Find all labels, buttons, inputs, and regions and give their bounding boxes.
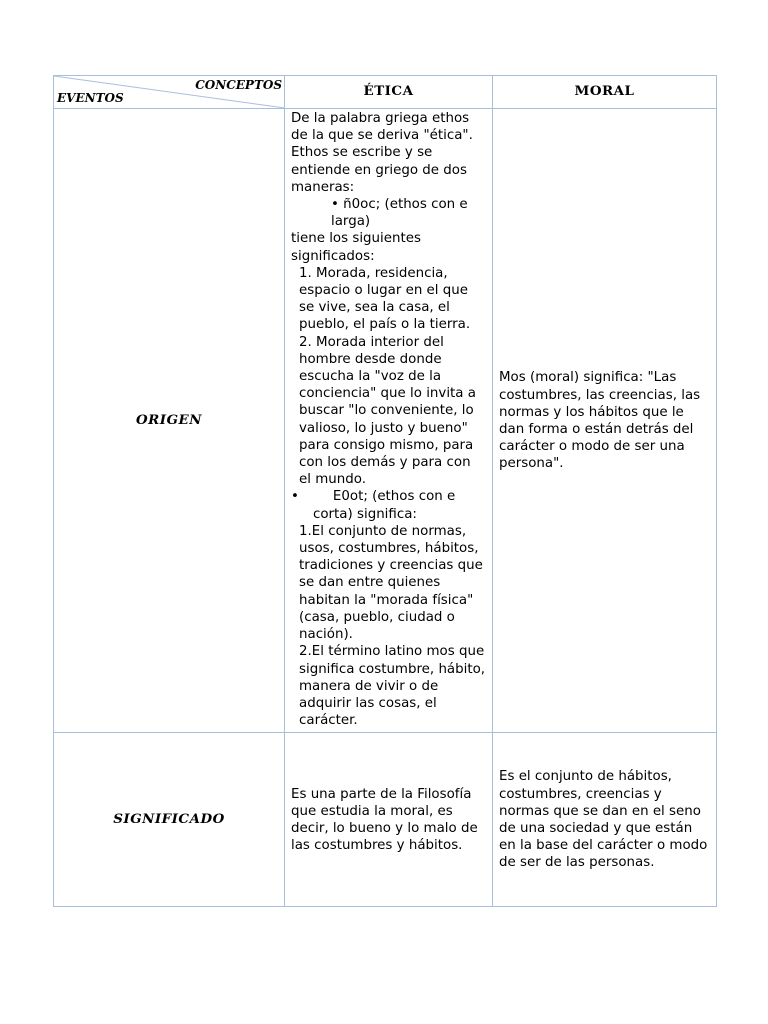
row-origen	[54, 109, 717, 733]
etica-origin-bullet-2	[291, 488, 486, 505]
etica-origin-intro: De la palabra griega ethos de la que se deriva "ética". Ethos se escribe y se entiende en griego de dos maneras:	[291, 111, 473, 195]
corner-header-cell	[54, 76, 285, 109]
etica-origin-bullet-2-cont: corta) significa:	[313, 506, 417, 522]
etica-origin-bullet-1: • ñ0oc; (ethos con e larga)	[331, 197, 468, 230]
bullet-mark: •	[291, 489, 299, 505]
bullet-2-text: E0ot; (ethos con e	[332, 489, 456, 505]
column-header-etica: ÉTICA	[285, 76, 493, 109]
column-header-moral: MORAL	[493, 76, 717, 109]
concept-table	[53, 75, 717, 907]
etica-origin-item-1: 1. Morada, residencia, espacio o lugar en el que se vive, sea la casa, el pueblo, el país o la tierra.	[299, 265, 471, 333]
cell-significado-etica: Es una parte de la Filosofía que estudia la moral, es decir, lo bueno y lo malo de las costumbres y hábitos.	[285, 733, 493, 907]
cell-origen-moral: Mos (moral) significa: "Las costumbres, las creencias, las normas y los hábitos que le dan forma o están detrás del carácter o modo de ser una persona".	[493, 109, 717, 733]
etica-origin-item-2: 2. Morada interior del hombre desde donde escucha la "voz de la conciencia" que lo invita a buscar "lo conveniente, lo valioso, lo justo y bueno" para consigo mismo, para con los demás y para con el mundo.	[299, 334, 476, 488]
corner-label-conceptos: CONCEPTOS	[195, 78, 282, 92]
cell-significado-moral: Es el conjunto de hábitos, costumbres, creencias y normas que se dan en el seno de una sociedad y que están en la base del carácter o modo de ser de las personas.	[493, 733, 717, 907]
row-label-significado: SIGNIFICADO	[54, 733, 285, 907]
header-row	[54, 76, 717, 109]
etica-origin-line-2: tiene los siguientes significados:	[291, 231, 421, 264]
etica-origin-item-3: 1.El conjunto de normas, usos, costumbres, hábitos, tradiciones y creencias que se dan entre quienes habitan la "morada física" (casa, pueblo, ciudad o nación).	[299, 523, 483, 643]
cell-origen-etica	[285, 109, 493, 733]
corner-label-eventos: EVENTOS	[57, 90, 124, 105]
row-significado	[54, 733, 717, 907]
row-label-origen: ORIGEN	[54, 109, 285, 733]
etica-origin-item-4: 2.El término latino mos que significa costumbre, hábito, manera de vivir o de adquirir las cosas, el carácter.	[299, 644, 486, 729]
